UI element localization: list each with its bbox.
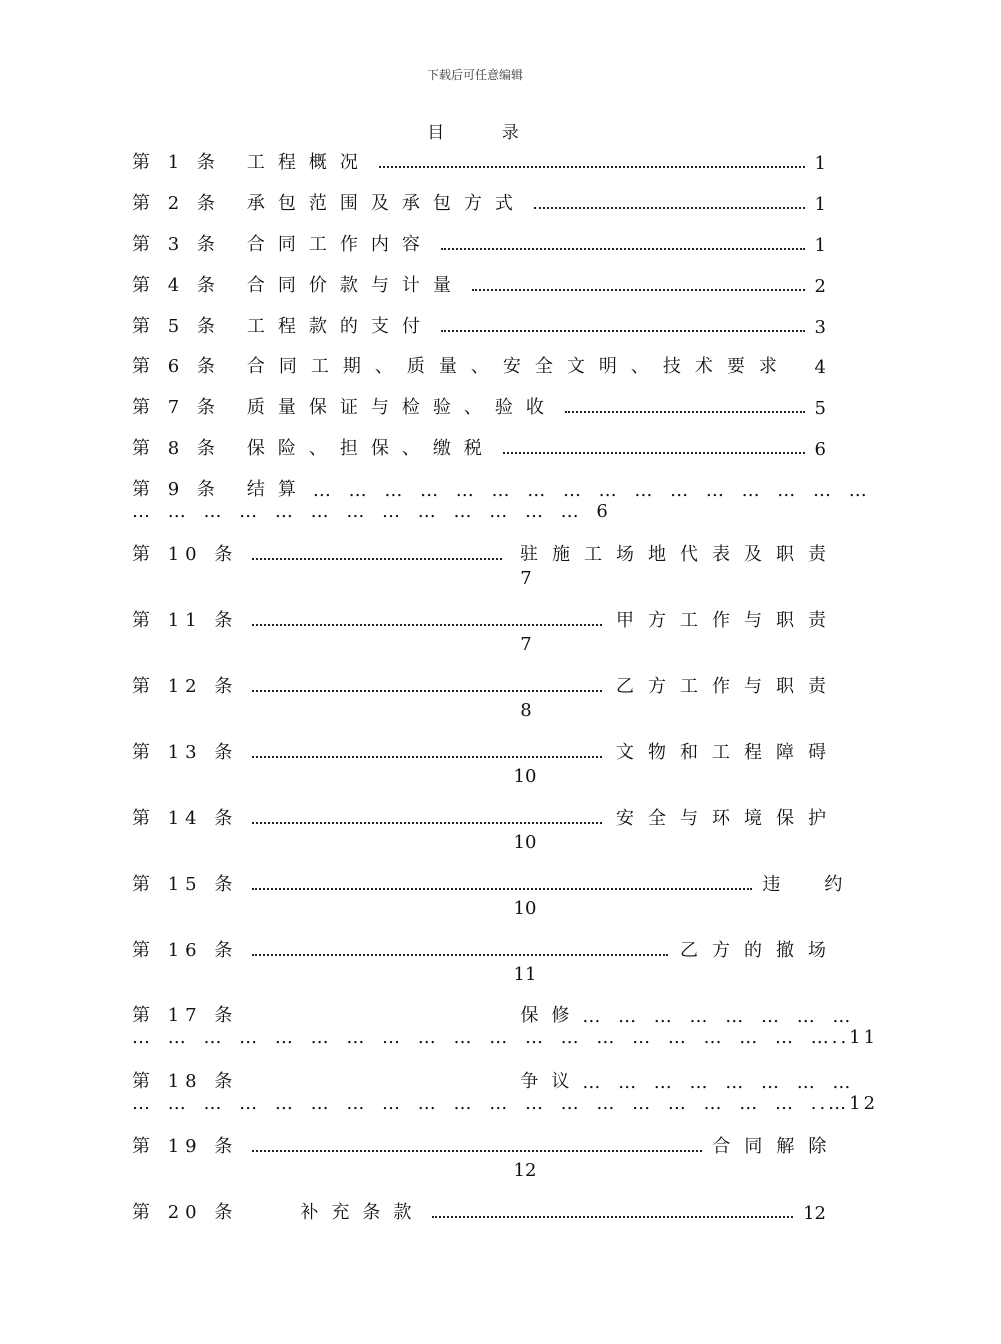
entry-number: 第 7 条 <box>132 397 221 418</box>
entry-page: 8 <box>520 700 532 721</box>
dot-leader <box>472 288 805 291</box>
page-prefix: ….. <box>810 1027 850 1048</box>
entry-title: 甲方工作与职责 <box>616 610 840 631</box>
entry-title: 乙方工作与职责 <box>616 676 840 697</box>
entry-title: 文物和工程障碍 <box>616 742 840 763</box>
dot-leader <box>432 1215 793 1218</box>
entry-page: 6 <box>596 501 611 522</box>
toc-entry-12[interactable] <box>132 672 840 698</box>
entry-page: 12 <box>849 1093 879 1114</box>
entry-number: 第 4 条 <box>132 275 221 296</box>
dot-leader <box>503 451 805 454</box>
entry-number: 第 16 条 <box>132 940 239 961</box>
entry-number: 第 11 条 <box>132 610 239 631</box>
entry-number: 第 2 条 <box>132 193 221 214</box>
entry-page: 12 <box>513 1160 537 1181</box>
entry-title: 合同工期、质量、安全文明、技术要求 <box>246 356 791 377</box>
ellipsis-leader: … … … … … … … … <box>582 1006 857 1027</box>
entry-page: 10 <box>513 898 537 919</box>
toc-entry-2[interactable] <box>132 189 826 215</box>
entry-number: 第 12 条 <box>132 676 239 697</box>
ellipsis-leader: … … … … … … … … <box>582 1072 857 1093</box>
entry-number: 第 8 条 <box>132 438 221 459</box>
entry-title: 工程款的支付 <box>246 316 433 337</box>
page-header: 下载后可任意编辑 <box>426 68 523 82</box>
entry-title: 补充条款 <box>300 1202 425 1223</box>
toc-entry-4[interactable] <box>132 271 826 297</box>
entry-number: 第 15 条 <box>132 874 239 895</box>
entry-number: 第 5 条 <box>132 316 221 337</box>
dot-leader <box>252 623 602 626</box>
dot-leader <box>379 165 805 168</box>
toc-entry-9[interactable] <box>132 475 873 501</box>
dot-leader <box>252 887 752 890</box>
entry-number: 第 19 条 <box>132 1136 239 1157</box>
dot-leader <box>252 1149 702 1152</box>
toc-title: 目 录 <box>427 123 545 143</box>
entry-page: 12 <box>803 1203 826 1224</box>
entry-title: 合同工作内容 <box>246 234 433 255</box>
toc-entry-15[interactable] <box>132 870 887 896</box>
dot-leader <box>252 557 502 560</box>
dot-leader <box>441 247 805 250</box>
ellipsis-leader: … … … … … … … … … … … … … … … … … … … <box>132 1093 811 1114</box>
entry-number: 第 17 条 <box>132 1005 239 1026</box>
entry-page: 10 <box>513 832 537 853</box>
entry-title: 合同解除 <box>712 1136 841 1157</box>
entry-page: 7 <box>520 568 532 589</box>
entry-number: 第 1 条 <box>132 152 221 173</box>
dot-leader <box>252 689 602 692</box>
dot-leader <box>534 206 805 209</box>
toc-entry-18[interactable] <box>132 1067 857 1093</box>
toc-entry-18-cont <box>132 1093 879 1114</box>
entry-page: 1 <box>814 235 826 256</box>
entry-page: 4 <box>814 357 826 378</box>
toc-entry-7[interactable] <box>132 393 826 419</box>
ellipsis-leader: … … … … … … … … … … … … … <box>132 501 597 522</box>
entry-page: 6 <box>814 439 826 460</box>
entry-number: 第 13 条 <box>132 742 239 763</box>
entry-title: 保修 <box>520 1005 583 1026</box>
entry-page: 7 <box>520 634 532 655</box>
entry-number: 第 6 条 <box>132 356 221 377</box>
entry-title: 承包范围及承包方式 <box>246 193 526 214</box>
entry-title: 安全与环境保护 <box>616 808 840 829</box>
entry-number: 第 18 条 <box>132 1071 239 1092</box>
entry-title: 驻施工场地代表及职责 <box>520 544 840 565</box>
entry-page: 11 <box>849 1027 879 1048</box>
toc-entry-17-cont <box>132 1027 879 1048</box>
toc-entry-13[interactable] <box>132 738 840 764</box>
entry-number: 第 3 条 <box>132 234 221 255</box>
entry-page: 5 <box>814 398 826 419</box>
toc-entry-11[interactable] <box>132 606 840 632</box>
entry-number: 第 20 条 <box>132 1202 239 1223</box>
dot-leader <box>441 329 805 332</box>
entry-page: 11 <box>513 964 537 985</box>
entry-title: 争议 <box>520 1071 583 1092</box>
toc-entry-6[interactable] <box>132 352 826 378</box>
entry-page: 1 <box>814 153 826 174</box>
ellipsis-leader: … … … … … … … … … … … … … … … … … … … <box>132 1027 811 1048</box>
dot-leader <box>252 755 602 758</box>
entry-title: 保险、担保、缴税 <box>246 438 495 459</box>
toc-entry-3[interactable] <box>132 230 826 256</box>
entry-title: 质量保证与检验、验收 <box>246 397 557 418</box>
dot-leader <box>252 821 602 824</box>
page-prefix: ..… <box>810 1093 850 1114</box>
entry-title: 违约 <box>762 874 887 895</box>
entry-title: 合同价款与计量 <box>246 275 464 296</box>
entry-number: 第 14 条 <box>132 808 239 829</box>
entry-title: 结算 <box>246 479 309 500</box>
toc-entry-1[interactable] <box>132 148 826 174</box>
toc-entry-10[interactable] <box>132 540 840 566</box>
entry-page: 10 <box>513 766 537 787</box>
entry-page: 1 <box>814 194 826 215</box>
toc-entry-8[interactable] <box>132 434 826 460</box>
toc-entry-20[interactable] <box>132 1198 826 1224</box>
entry-page: 3 <box>814 317 826 338</box>
toc-entry-14[interactable] <box>132 804 840 830</box>
toc-entry-16[interactable] <box>132 936 840 962</box>
toc-entry-19[interactable] <box>132 1132 841 1158</box>
toc-entry-17[interactable] <box>132 1001 857 1027</box>
entry-page: 2 <box>814 276 826 297</box>
toc-entry-9-cont <box>132 501 822 522</box>
ellipsis-leader: … … … … … … … … … … … … … … … … <box>312 480 873 501</box>
entry-title: 乙方的撤场 <box>680 940 840 961</box>
dot-leader <box>252 953 668 956</box>
toc-entry-5[interactable] <box>132 312 826 338</box>
dot-leader <box>565 410 805 413</box>
entry-title: 工程概况 <box>246 152 371 173</box>
entry-number: 第 9 条 <box>132 479 221 500</box>
entry-number: 第 10 条 <box>132 544 239 565</box>
